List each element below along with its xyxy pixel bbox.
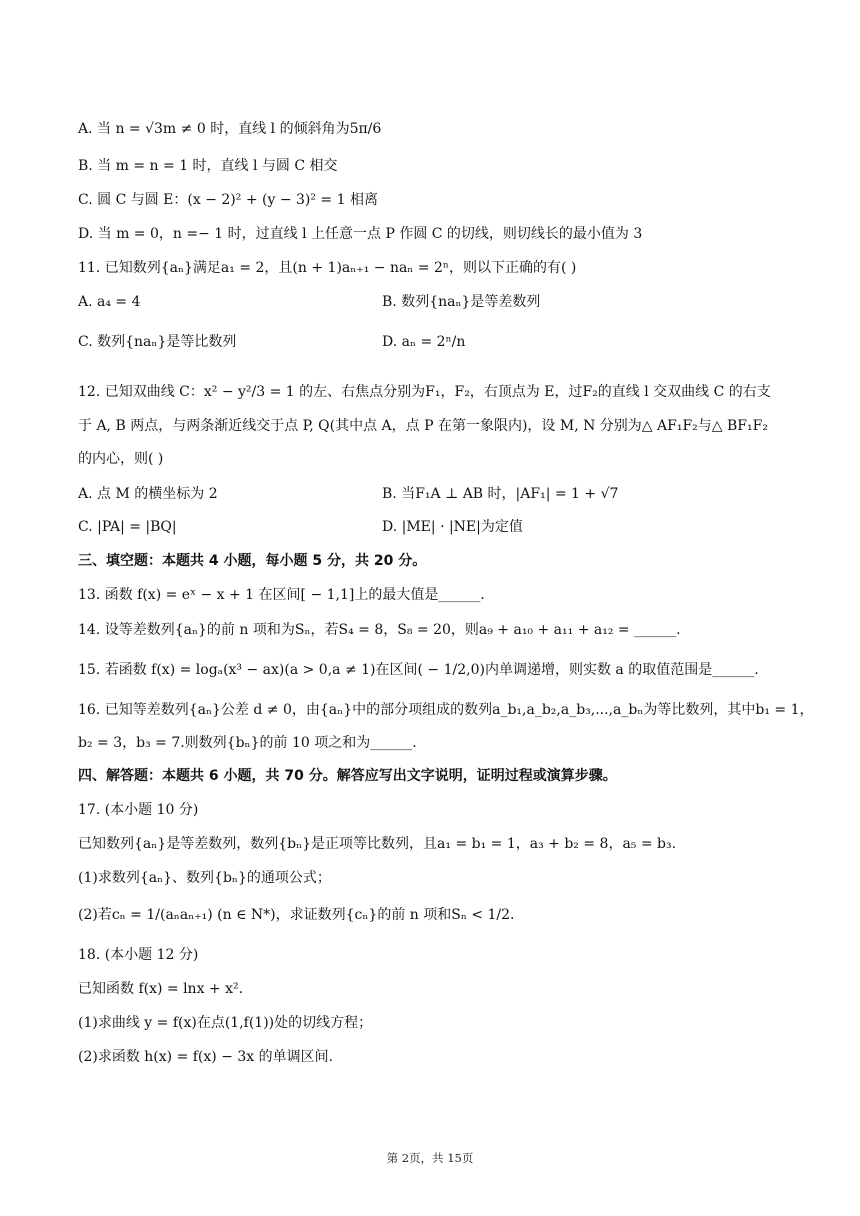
- q11-option-a: A. a₄ = 4: [78, 294, 141, 310]
- q14: 14. 设等差数列{aₙ}的前 n 项和为Sₙ，若S₄ = 8，S₈ = 20，则a₉ + a₁₀ + a₁₁ + a₁₂ = ______.: [78, 622, 681, 638]
- q12-stem-line3: 的内心，则( ): [78, 451, 164, 467]
- q12-option-d: D. |ME| · |NE|为定值: [382, 519, 523, 535]
- q12-option-a: A. 点 M 的横坐标为 2: [78, 486, 218, 502]
- q11-option-c: C. 数列{naₙ}是等比数列: [78, 334, 237, 350]
- q12-stem-line1: 12. 已知双曲线 C：x² − y²/3 = 1 的左、右焦点分别为F₁，F₂，右顶点为 E，过F₂的直线 l 交双曲线 C 的右支: [78, 384, 771, 400]
- q10-option-d: D. 当 m = 0，n =− 1 时，过直线 l 上任意一点 P 作圆 C 的切线，则切线长的最小值为 3: [78, 226, 643, 242]
- q17-header: 17. (本小题 10 分): [78, 802, 199, 818]
- q16-line1: 16. 已知等差数列{aₙ}公差 d ≠ 0，由{aₙ}中的部分项组成的数列a_b₁,a_b₂,a_b₃,...,a_bₙ为等比数列，其中b₁ = 1，: [78, 702, 814, 718]
- q10-option-a: A. 当 n = √3m ≠ 0 时，直线 l 的倾斜角为5π/6: [78, 121, 382, 137]
- q16-line2: b₂ = 3，b₃ = 7.则数列{bₙ}的前 10 项之和为______.: [78, 735, 417, 751]
- q13: 13. 函数 f(x) = eˣ − x + 1 在区间[ − 1,1]上的最大值是______.: [78, 587, 485, 603]
- q10-option-b: B. 当 m = n = 1 时，直线 l 与圆 C 相交: [78, 158, 338, 174]
- q11-option-b: B. 数列{naₙ}是等差数列: [382, 294, 541, 310]
- q18-stem: 已知函数 f(x) = lnx + x².: [78, 981, 244, 997]
- q18-part1: (1)求曲线 y = f(x)在点(1,f(1))处的切线方程；: [78, 1015, 373, 1031]
- q18-header: 18. (本小题 12 分): [78, 947, 199, 963]
- q17-stem: 已知数列{aₙ}是等差数列，数列{bₙ}是正项等比数列，且a₁ = b₁ = 1，a₃ + b₂ = 8，a₅ = b₃.: [78, 836, 677, 852]
- q12-option-c: C. |PA| = |BQ|: [78, 519, 177, 535]
- q12-stem-line2: 于 A, B 两点，与两条渐近线交于点 P, Q(其中点 A，点 P 在第一象限内)，设 M, N 分别为△ AF₁F₂与△ BF₁F₂: [78, 418, 768, 434]
- q15: 15. 若函数 f(x) = logₐ(x³ − ax)(a > 0,a ≠ 1)在区间( − 1/2,0)内单调递增，则实数 a 的取值范围是______.: [78, 662, 759, 678]
- q11-stem: 11. 已知数列{aₙ}满足a₁ = 2，且(n + 1)aₙ₊₁ − naₙ = 2ⁿ，则以下正确的有( ): [78, 260, 577, 276]
- page-footer: 第 2页，共 15页: [386, 1151, 474, 1165]
- q18-part2: (2)求函数 h(x) = f(x) − 3x 的单调区间.: [78, 1049, 334, 1065]
- section-4-heading: 四、解答题：本题共 6 小题，共 70 分。解答应写出文字说明，证明过程或演算步骤。: [78, 768, 617, 784]
- q10-option-c: C. 圆 C 与圆 E：(x − 2)² + (y − 3)² = 1 相离: [78, 192, 378, 208]
- q11-option-d: D. aₙ = 2ⁿ/n: [382, 334, 466, 350]
- q17-part1: (1)求数列{aₙ}、数列{bₙ}的通项公式；: [78, 870, 331, 886]
- q17-part2: (2)若cₙ = 1/(aₙaₙ₊₁) (n ∈ N*)，求证数列{cₙ}的前 n 项和Sₙ < 1/2.: [78, 907, 515, 923]
- section-3-heading: 三、填空题：本题共 4 小题，每小题 5 分，共 20 分。: [78, 553, 427, 569]
- q12-option-b: B. 当F₁A ⊥ AB 时，|AF₁| = 1 + √7: [382, 486, 619, 502]
